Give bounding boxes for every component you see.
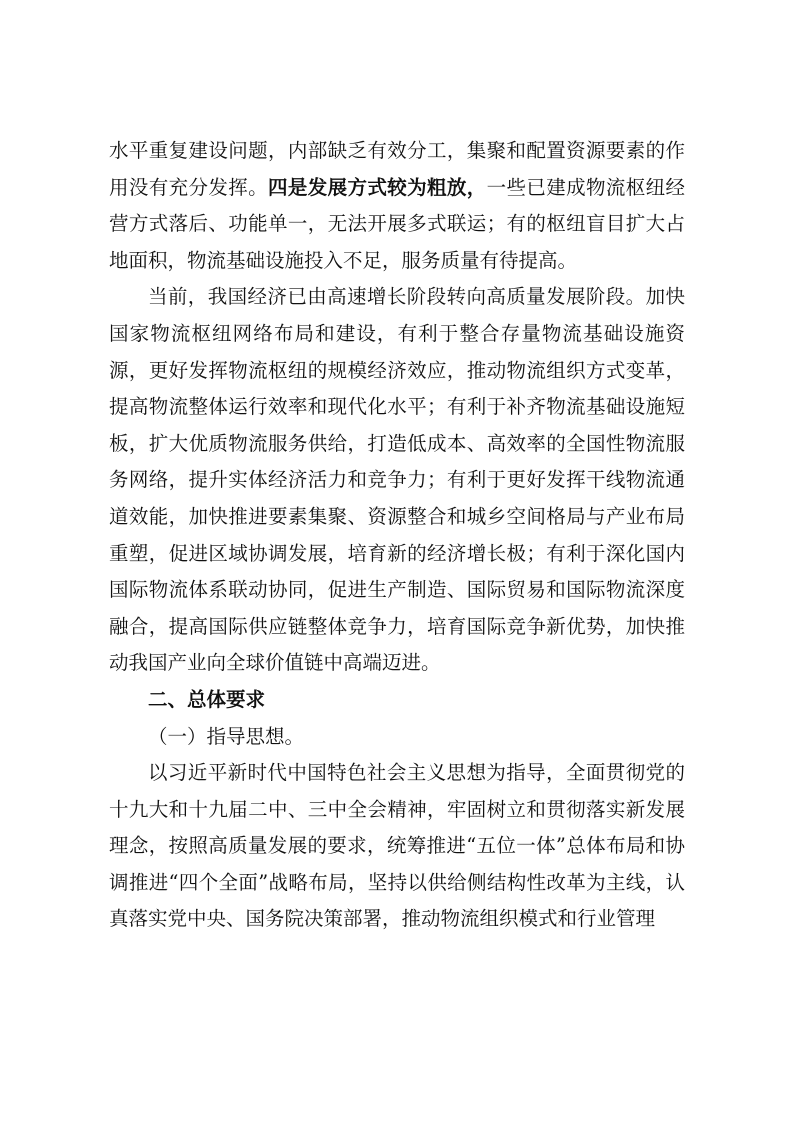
document-body	[109, 133, 685, 938]
sub-heading: （一）指导思想。	[148, 724, 305, 748]
section-heading: 二、总体要求	[148, 687, 266, 711]
paragraph-1-text-before: 水平重复建设问题，内部缺乏有效分工，集聚和配置资源要素的作用没有充分发挥。	[109, 139, 685, 199]
paragraph-1-bold-point: 四是发展方式较为粗放，	[268, 175, 487, 199]
paragraph-2: 当前，我国经济已由高速增长阶段转向高质量发展阶段。加快国家物流枢纽网络布局和建设，有利于整合存量物流基础设施资源，更好发挥物流枢纽的规模经济效应，推动物流组织方式变革，提高物流整体运行效率和现代化水平；有利于补齐物流基础设施短板，扩大优质物流服务供给，打造低成本、高效率的全国性物流服务网络，提升实体经济活力和竞争力；有利于更好发挥干线物流通道效能，加快推进要素集聚、资源整合和城乡空间格局与产业布局重塑，促进区域协调发展，培育新的经济增长极；有利于深化国内国际物流体系联动协同，促进生产制造、国际贸易和国际物流深度融合，提高国际供应链整体竞争力，培育国际竞争新优势，加快推动我国产业向全球价值链中高端迈进。	[109, 285, 685, 675]
paragraph-1-text-after: 一些已建成物流枢纽经营方式落后、功能单一，无法开展多式联运；有的枢纽盲目扩大占地面积，物流基础设施投入不足，服务质量有待提高。	[109, 175, 685, 272]
paragraph-3: 以习近平新时代中国特色社会主义思想为指导，全面贯彻党的十九大和十九届二中、三中全会精神，牢固树立和贯彻落实新发展理念，按照高质量发展的要求，统筹推进“五位一体”总体布局和协调推进“四个全面”战略布局，坚持以供给侧结构性改革为主线，认真落实党中央、国务院决策部署，推动物流组织模式和行业管理	[109, 761, 685, 931]
paragraph-1	[109, 133, 685, 279]
